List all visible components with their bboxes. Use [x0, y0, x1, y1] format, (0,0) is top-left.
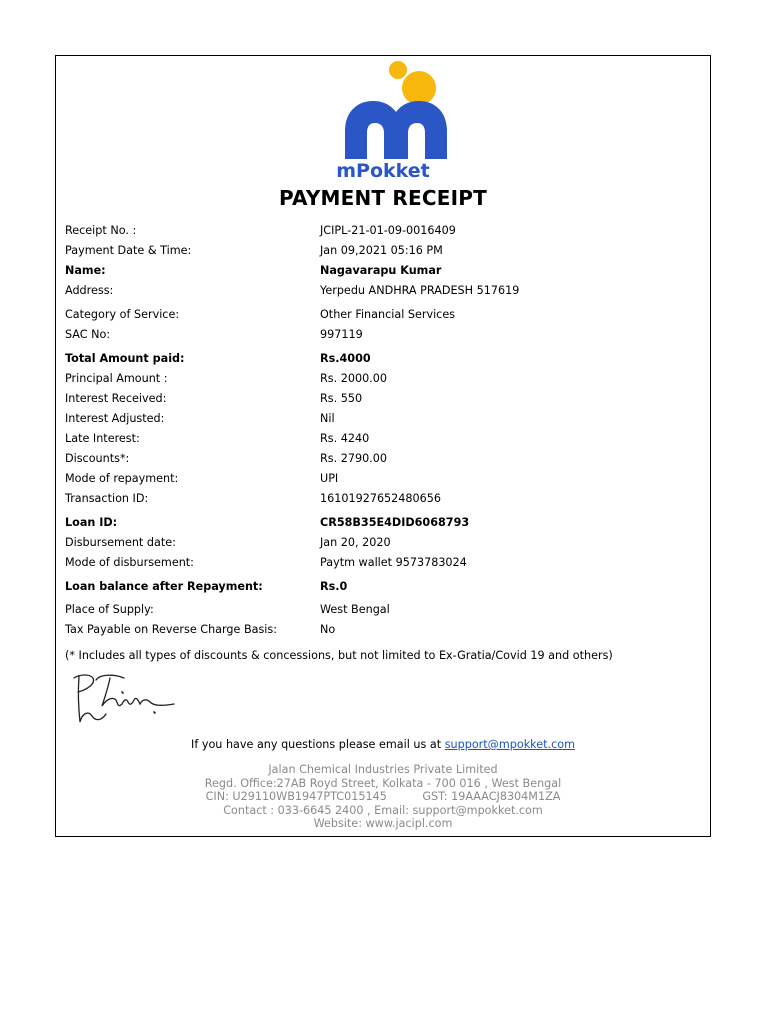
- field-late-interest: [65, 430, 695, 448]
- field-value: Rs.4000: [320, 352, 371, 365]
- field-label: Loan ID:: [65, 516, 118, 529]
- field-value: Jan 09,2021 05:16 PM: [320, 244, 443, 257]
- logo-dot-small: [389, 61, 407, 79]
- field-value: Rs. 550: [320, 392, 363, 405]
- field-label: Mode of repayment:: [65, 472, 179, 485]
- field-tax-payable-reverse-charge: [65, 621, 695, 639]
- field-value: 997119: [320, 328, 363, 341]
- payment-receipt: [55, 55, 711, 837]
- field-interest-adjusted: [65, 410, 695, 428]
- page-title: PAYMENT RECEIPT: [279, 186, 487, 210]
- field-total-amount-paid: [65, 350, 695, 368]
- support-email-link[interactable]: support@mpokket.com: [444, 738, 575, 751]
- field-place-of-supply: [65, 601, 695, 619]
- company-footer: [56, 763, 710, 831]
- field-value: Rs.0: [320, 580, 348, 593]
- field-label: Payment Date & Time:: [65, 244, 192, 257]
- field-value: No: [320, 623, 336, 636]
- field-label: SAC No:: [65, 328, 111, 341]
- field-value: CR58B35E4DID6068793: [320, 516, 470, 529]
- field-receipt-no: [65, 222, 695, 240]
- field-label: Address:: [65, 284, 114, 297]
- field-category-of-service: [65, 306, 695, 324]
- discount-note: (* Includes all types of discounts & concessions, but not limited to Ex-Gratia/Covid 19 and others): [65, 649, 613, 662]
- field-mode-of-repayment: [65, 470, 695, 488]
- field-value: Nil: [320, 412, 335, 425]
- field-label: Place of Supply:: [65, 603, 154, 616]
- support-line: [56, 736, 710, 754]
- field-label: Receipt No. :: [65, 224, 137, 237]
- signature: [66, 670, 178, 730]
- field-label: Name:: [65, 264, 106, 277]
- footer-ids: CIN: U29110WB1947PTC015145 GST: 19AAACJ8304M1ZA: [205, 790, 561, 804]
- field-value: Nagavarapu Kumar: [320, 264, 442, 277]
- footer-website: Website: www.jacipl.com: [313, 817, 453, 831]
- field-label: Late Interest:: [65, 432, 140, 445]
- field-label: Disbursement date:: [65, 536, 176, 549]
- footer-office: Regd. Office:27AB Royd Street, Kolkata - 700 016 , West Bengal: [204, 776, 562, 790]
- logo-m-letter: [345, 101, 447, 159]
- field-loan-balance: [65, 578, 695, 596]
- field-label: Tax Payable on Reverse Charge Basis:: [65, 623, 278, 636]
- field-label: Interest Received:: [65, 392, 167, 405]
- field-value: Paytm wallet 9573783024: [320, 556, 467, 569]
- field-principal-amount: [65, 370, 695, 388]
- field-disbursement-date: [65, 534, 695, 552]
- field-label: Mode of disbursement:: [65, 556, 194, 569]
- field-label: Discounts*:: [65, 452, 130, 465]
- field-label: Interest Adjusted:: [65, 412, 165, 425]
- field-value: Rs. 2790.00: [320, 452, 387, 465]
- field-mode-of-disbursement: [65, 554, 695, 572]
- field-label: Principal Amount :: [65, 372, 168, 385]
- field-name: [65, 262, 695, 280]
- brand-name: mPokket: [336, 160, 430, 182]
- field-label: Transaction ID:: [65, 492, 149, 505]
- field-loan-id: [65, 514, 695, 532]
- field-address: [65, 282, 695, 300]
- field-transaction-id: [65, 490, 695, 508]
- field-value: Other Financial Services: [320, 308, 456, 321]
- support-question: If you have any questions please email us at: [191, 738, 442, 751]
- field-value: West Bengal: [320, 603, 390, 616]
- field-label: Loan balance after Repayment:: [65, 580, 263, 593]
- field-interest-received: [65, 390, 695, 408]
- logo-dot-large: [402, 71, 436, 105]
- field-value: Rs. 4240: [320, 432, 370, 445]
- field-value: 16101927652480656: [320, 492, 442, 505]
- field-value: UPI: [320, 472, 339, 485]
- field-label: Total Amount paid:: [65, 352, 185, 365]
- field-label: Category of Service:: [65, 308, 180, 321]
- field-value: JCIPL-21-01-09-0016409: [320, 224, 456, 237]
- field-discounts: [65, 450, 695, 468]
- field-sac-no: [65, 326, 695, 344]
- field-value: Rs. 2000.00: [320, 372, 387, 385]
- field-payment-date: [65, 242, 695, 260]
- footer-contact: Contact : 033-6645 2400 , Email: support@mpokket.com: [223, 803, 543, 817]
- footer-company: Jalan Chemical Industries Private Limited: [268, 763, 498, 776]
- field-value: Jan 20, 2020: [320, 536, 391, 549]
- field-value: Yerpedu ANDHRA PRADESH 517619: [320, 284, 520, 297]
